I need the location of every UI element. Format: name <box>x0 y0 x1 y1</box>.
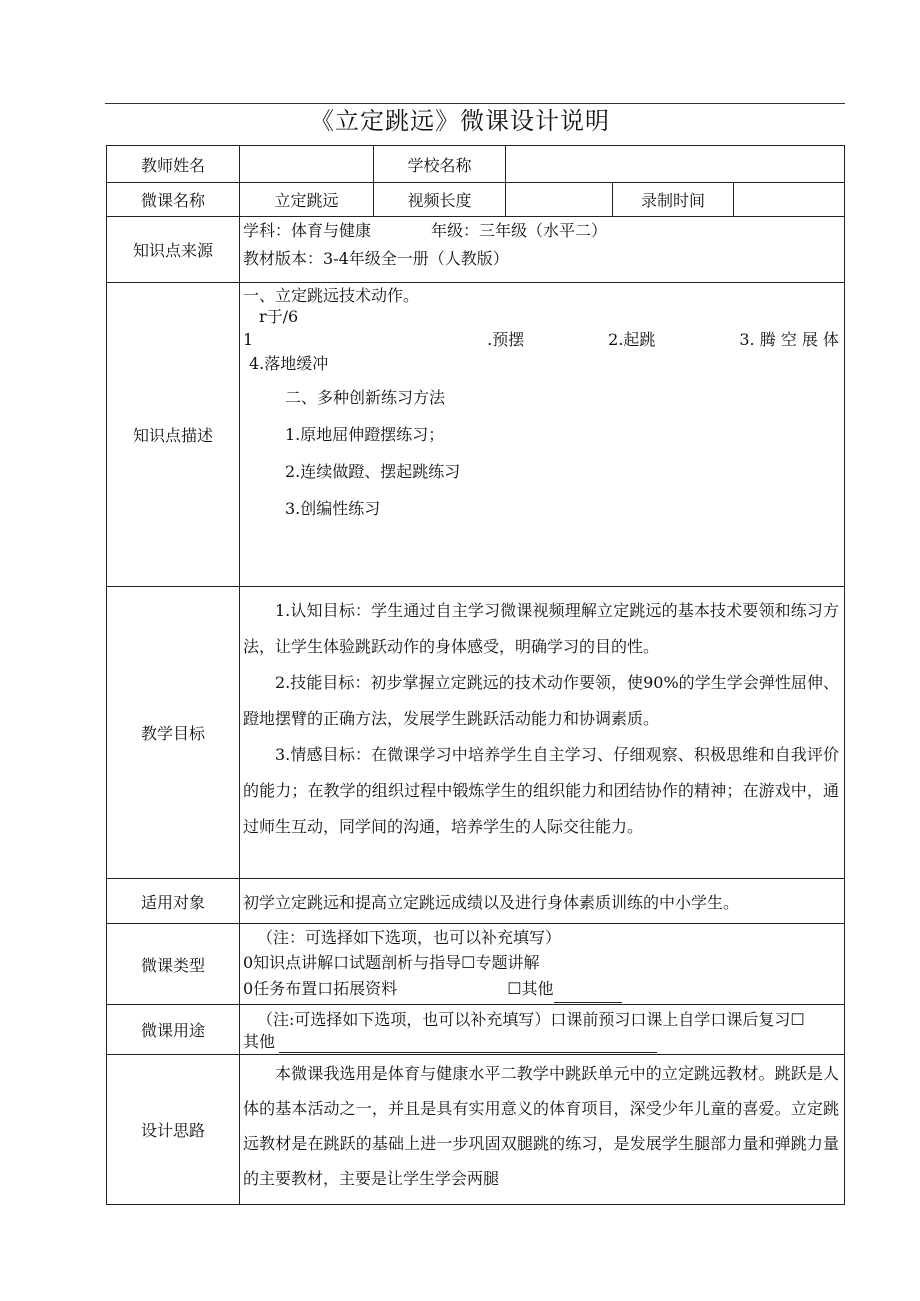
label-knowledge-source: 知识点来源 <box>107 217 240 283</box>
label-course-use: 微课用途 <box>107 1005 240 1055</box>
label-video-length: 视频长度 <box>374 183 506 217</box>
audience-text: 初学立定跳远和提高立定跳远成绩以及进行身体素质训练的中小学生。 <box>240 879 845 924</box>
row-course-use <box>107 1005 845 1055</box>
header-rule <box>105 103 845 104</box>
label-knowledge-desc: 知识点描述 <box>107 283 240 587</box>
course-use-other-blank[interactable] <box>279 1032 657 1053</box>
desc-item-3: 3.创编性练习 <box>285 499 381 518</box>
row-teacher <box>107 146 845 183</box>
row-course <box>107 183 845 217</box>
desc-subtitle: 二、多种创新练习方法 <box>285 388 446 407</box>
school-name-value[interactable] <box>506 146 845 183</box>
course-type-note: （注：可选择如下选项，也可以补充填写） <box>257 928 562 947</box>
teaching-goals-cell <box>240 587 845 879</box>
source-line-1 <box>243 217 841 245</box>
row-knowledge-desc <box>107 283 845 587</box>
course-type-options-1[interactable]: 0知识点讲解口试题剖析与指导☐专题讲解 <box>243 953 540 972</box>
knowledge-source-cell <box>240 217 845 283</box>
course-use-other[interactable]: 其他 <box>243 1032 276 1051</box>
label-record-time: 录制时间 <box>613 183 734 217</box>
design-idea-cell <box>240 1055 845 1205</box>
record-time-value[interactable] <box>734 183 845 217</box>
course-type-cell <box>240 924 845 1005</box>
row-audience <box>107 879 845 924</box>
step-1: .预摆 <box>487 330 525 349</box>
row-course-type <box>107 924 845 1005</box>
desc-line-1: 一、立定跳远技术动作。 <box>243 286 420 305</box>
goal-emotion: 3.情感目标：在微课学习中培养学生自主学习、仔细观察、积极思维和自我评价的能力；在教学的组织过程中锻炼学生的组织能力和团结协作的精神；在游戏中，通过师生互动，同学间的沟通，培养学生的人际交往能力。 <box>243 745 840 836</box>
desc-item-2: 2.连续做蹬、摆起跳练习 <box>285 462 461 481</box>
goal-cognitive: 1.认知目标：学生通过自主学习微课视频理解立定跳远的基本技术要领和练习方法，让学生体验跳跃动作的身体感受，明确学习的目的性。 <box>243 601 840 656</box>
design-form-table <box>106 145 845 1205</box>
knowledge-desc-cell <box>240 283 845 587</box>
step-number: 1 <box>243 330 254 349</box>
grade-text: 年级：三年级（水平二） <box>431 221 608 240</box>
edition-text: 教材版本：3-4年级全一册（人教版） <box>243 249 509 268</box>
course-use-line-2 <box>243 1032 841 1053</box>
desc-line-2: r于/6 <box>259 307 299 326</box>
step-4: 4.落地缓冲 <box>249 354 329 373</box>
label-audience: 适用对象 <box>107 879 240 924</box>
page-title: 《立定跳远》微课设计说明 <box>310 107 610 135</box>
course-type-task[interactable]: 0任务布置口拓展资料 <box>243 979 398 998</box>
course-use-line-1[interactable]: （注:可选择如下选项，也可以补充填写）口课前预习口课上自学口课后复习☐ <box>257 1010 805 1029</box>
course-type-other[interactable]: ☐其他 <box>507 979 554 998</box>
course-use-cell <box>240 1005 845 1055</box>
video-length-value[interactable] <box>506 183 613 217</box>
label-design-idea: 设计思路 <box>107 1055 240 1205</box>
label-teacher-name: 教师姓名 <box>107 146 240 183</box>
goal-skill: 2.技能目标：初步掌握立定跳远的技术动作要领，使90%的学生学会弹性屈伸、蹬地摆臂的正确方法，发展学生跳跃活动能力和协调素质。 <box>243 673 840 728</box>
label-course-name: 微课名称 <box>107 183 240 217</box>
row-design-idea <box>107 1055 845 1205</box>
row-knowledge-source <box>107 217 845 283</box>
desc-item-1: 1.原地屈伸蹬摆练习； <box>285 425 445 444</box>
label-course-type: 微课类型 <box>107 924 240 1005</box>
course-type-options-2 <box>243 976 841 1003</box>
course-type-other-blank[interactable] <box>554 976 622 1003</box>
subject-text: 学科：体育与健康 <box>243 221 372 240</box>
step-2: 2.起跳 <box>608 330 656 349</box>
course-name-value[interactable]: 立定跳远 <box>240 183 374 217</box>
design-idea-text: 本微课我选用是体育与健康水平二教学中跳跃单元中的立定跳远教材。跳跃是人体的基本活动之一，并且是具有实用意义的体育项目，深受少年儿童的喜爱。立定跳远教材是在跳跃的基础上进一步巩固双腿跳的练习，是发展学生腿部力量和弹跳力量的主要教材，主要是让学生学会两腿 <box>243 1064 840 1188</box>
row-teaching-goals <box>107 587 845 879</box>
label-teaching-goals: 教学目标 <box>107 587 240 879</box>
step-3: 3. 腾 空 展 体 <box>739 330 839 349</box>
label-school-name: 学校名称 <box>374 146 506 183</box>
teacher-name-value[interactable] <box>240 146 374 183</box>
desc-steps-row <box>243 328 841 352</box>
